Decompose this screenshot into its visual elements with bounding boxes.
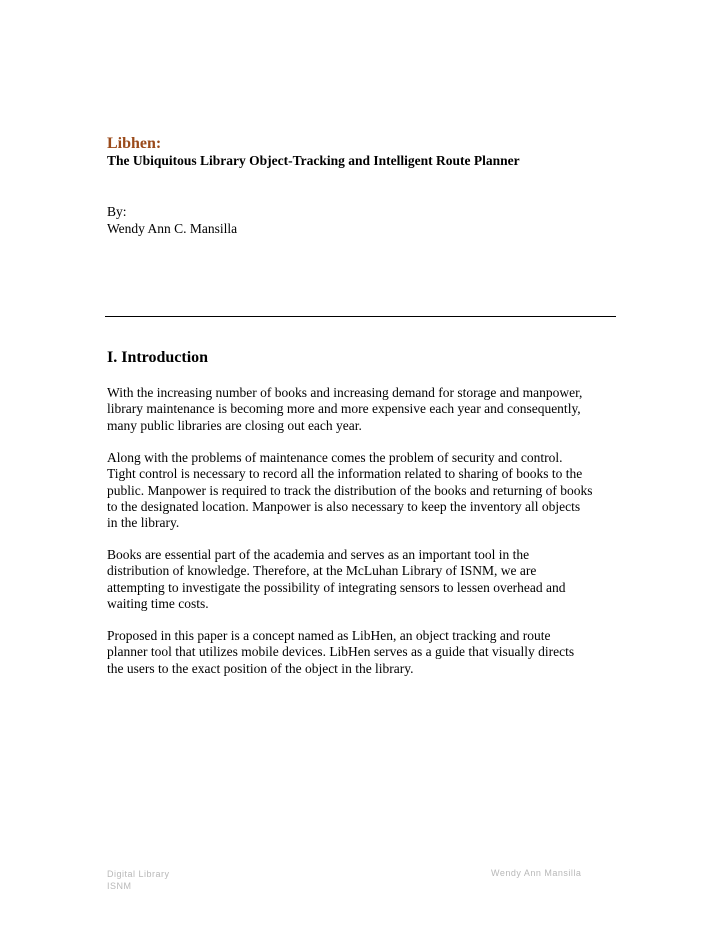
section-heading: I. Introduction (107, 349, 209, 366)
footer-right: Wendy Ann Mansilla (491, 868, 582, 878)
document-title: Libhen: (107, 135, 162, 152)
author-byline: By: Wendy Ann C. Mansilla (107, 204, 238, 236)
paragraph: Proposed in this paper is a concept named as LibHen, an object tracking and route planner tool that utilizes mobile devices. LibHen serves as a guide that visually directs the users to the exact position of the object in the library. (107, 628, 575, 676)
paragraph: Along with the problems of maintenance comes the problem of security and control. Tight control is necessary to record all the information related to sharing of books to the public. Manpower is required to track the distribution of the books and returning of books to the designated location. Manpower is also necessary to keep the inventory all objects in the library. (107, 450, 593, 531)
paragraph: Books are essential part of the academia and serves as an important tool in the distribution of knowledge. Therefore, at the McLuhan Library of ISNM, we are attempting to investigate the possibility of integrating sensors to lessen overhead and waiting time costs. (107, 547, 566, 611)
section-divider (105, 316, 616, 317)
paragraph: With the increasing number of books and increasing demand for storage and manpower, library maintenance is becoming more and more expensive each year and consequently, many public libraries are closing out each year. (107, 385, 583, 433)
document-subtitle: The Ubiquitous Library Object-Tracking and Intelligent Route Planner (107, 153, 520, 168)
footer-left: Digital Library ISNM (107, 869, 170, 891)
